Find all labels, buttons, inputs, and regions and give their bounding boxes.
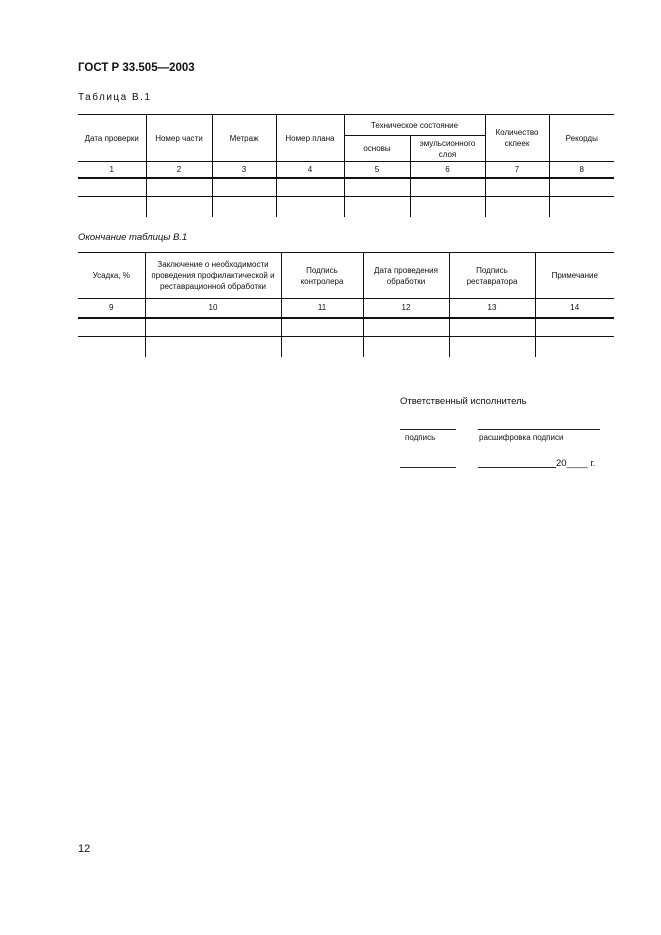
col-number: 6: [410, 162, 485, 178]
header-tech-state: Техническое состояние: [344, 115, 485, 136]
col-number: 9: [78, 299, 145, 318]
col-number: 8: [549, 162, 614, 178]
table-b1: [78, 114, 614, 217]
col-number: 2: [146, 162, 212, 178]
header-part: Номер части: [146, 115, 212, 162]
table-row: [78, 318, 614, 337]
col-number: 10: [145, 299, 281, 318]
year-field: 20____ г.: [556, 458, 596, 469]
signature-label: подпись: [405, 433, 436, 442]
page-number: 12: [78, 843, 91, 855]
table-row: [78, 337, 614, 357]
signature-line: [400, 429, 456, 430]
header-length: Метраж: [212, 115, 276, 162]
col-number: 7: [485, 162, 549, 178]
header-base: основы: [344, 136, 410, 162]
header-emulsion: эмульсионного слоя: [410, 136, 485, 162]
col-number: 13: [449, 299, 535, 318]
signature-decode-line: [478, 429, 600, 430]
date-line: [400, 467, 456, 468]
col-number: 3: [212, 162, 276, 178]
document-header: ГОСТ Р 33.505—2003: [78, 62, 195, 74]
col-number: 4: [276, 162, 344, 178]
header-plan: Номер плана: [276, 115, 344, 162]
header-shrink: Усадка, %: [78, 253, 145, 299]
signature-decode-label: расшифровка подписи: [479, 433, 564, 442]
header-splices: Количество склеек: [485, 115, 549, 162]
table1-caption: Таблица В.1: [78, 92, 152, 103]
header-controller-signature: Подпись контролера: [281, 253, 363, 299]
header-date: Дата проверки: [78, 115, 146, 162]
date-line: [478, 467, 556, 468]
col-number: 11: [281, 299, 363, 318]
col-number: 5: [344, 162, 410, 178]
header-records: Рекорды: [549, 115, 614, 162]
col-number: 12: [363, 299, 449, 318]
table-row: [78, 197, 614, 217]
responsible-executor-title: Ответственный исполнитель: [400, 396, 527, 407]
header-conclusion: Заключение о необходимости проведения профилактической и реставрационной обработки: [145, 253, 281, 299]
table-row: [78, 178, 614, 197]
header-process-date: Дата проведения обработки: [363, 253, 449, 299]
table-b1-end: [78, 252, 614, 357]
header-restorer-signature: Подпись реставратора: [449, 253, 535, 299]
col-number: 1: [78, 162, 146, 178]
col-number: 14: [535, 299, 614, 318]
table2-caption: Окончание таблицы В.1: [78, 232, 188, 243]
header-note: Примечание: [535, 253, 614, 299]
